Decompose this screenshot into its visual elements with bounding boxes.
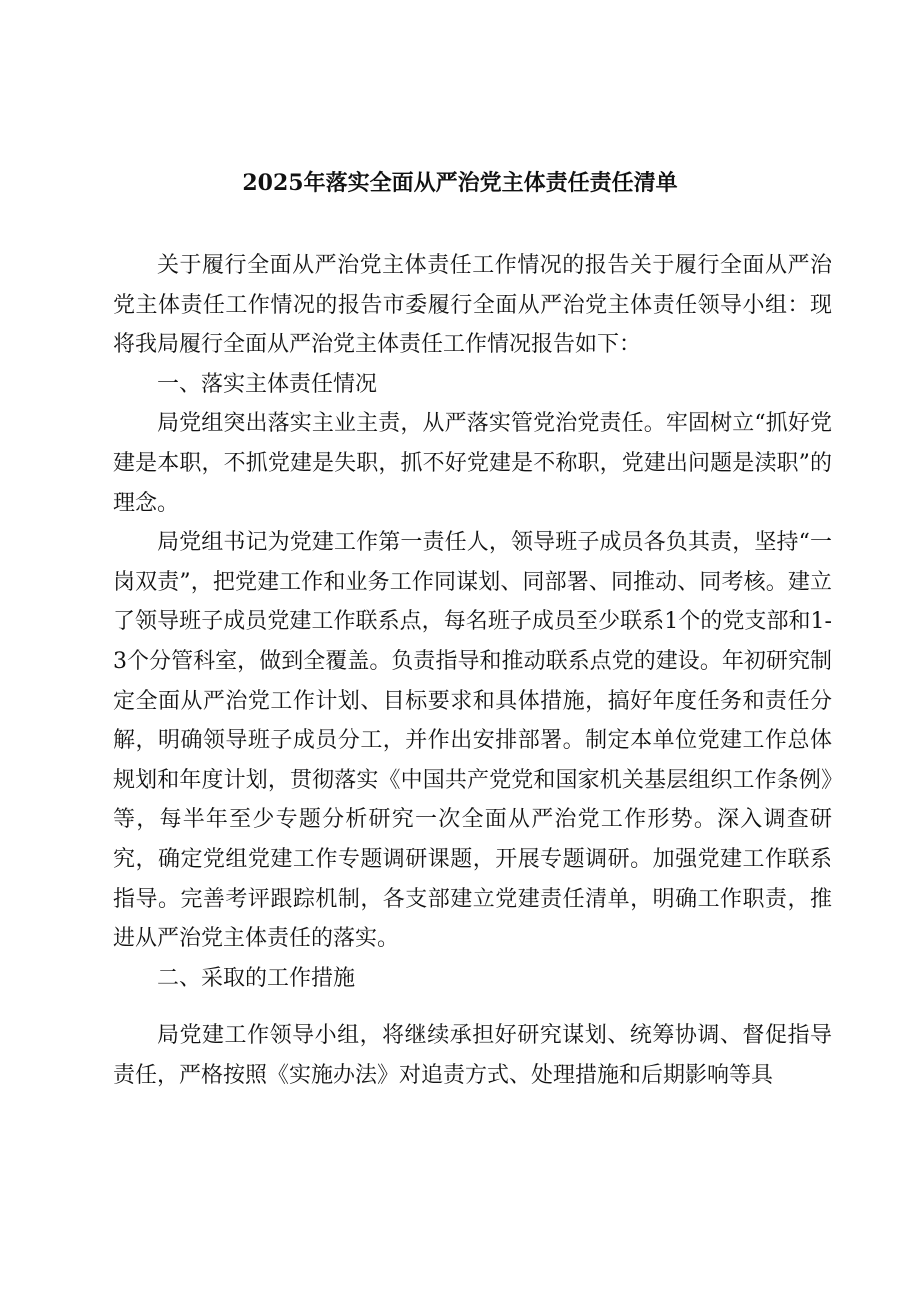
section-heading-1: 一、落实主体责任情况 [157,371,378,397]
body-paragraph: 局党组书记为党建工作第一责任人，领导班子成员各负其责，坚持“一岗双责”，把党建工作和业务工作同谋划、同部署、同推动、同考核。建立了领导班子成员党建工作联系点，每名班子成员至少联系1个的党支部和1-3个分管科室，做到全覆盖。负责指导和推动联系点党的建设。年初研究制定全面从严治党工作计划、目标要求和具体措施，搞好年度任务和责任分解，明确领导班子成员分工，并作出安排部署。制定本单位党建工作总体规划和年度计划，贯彻落实《中国共产党党和国家机关基层组织工作条例》等，每半年至少专题分析研究一次全面从严治党工作形势。深入调查研究，确定党组党建工作专题调研课题，开展专题调研。加强党建工作联系指导。完善考评跟踪机制，各支部建立党建责任清单，明确工作职责，推进从严治党主体责任的落实。 [113,530,832,952]
document-body [113,246,832,1095]
body-paragraph: 局党组突出落实主业主责，从严落实管党治党责任。牢固树立“抓好党建是本职，不抓党建是失职，抓不好党建是不称职，党建出问题是渎职”的理念。 [113,411,832,516]
intro-paragraph: 关于履行全面从严治党主体责任工作情况的报告关于履行全面从严治党主体责任工作情况的报告市委履行全面从严治党主体责任领导小组：现将我局履行全面从严治党主体责任工作情况报告如下： [113,253,832,358]
spacer [113,998,832,1016]
document-title: 2025年落实全面从严治党主体责任责任清单 [242,170,678,196]
body-paragraph: 局党建工作领导小组，将继续承担好研究谋划、统筹协调、督促指导责任，严格按照《实施办法》对追责方式、处理措施和后期影响等具 [113,1023,832,1088]
section-heading-2: 二、采取的工作措施 [157,965,356,991]
